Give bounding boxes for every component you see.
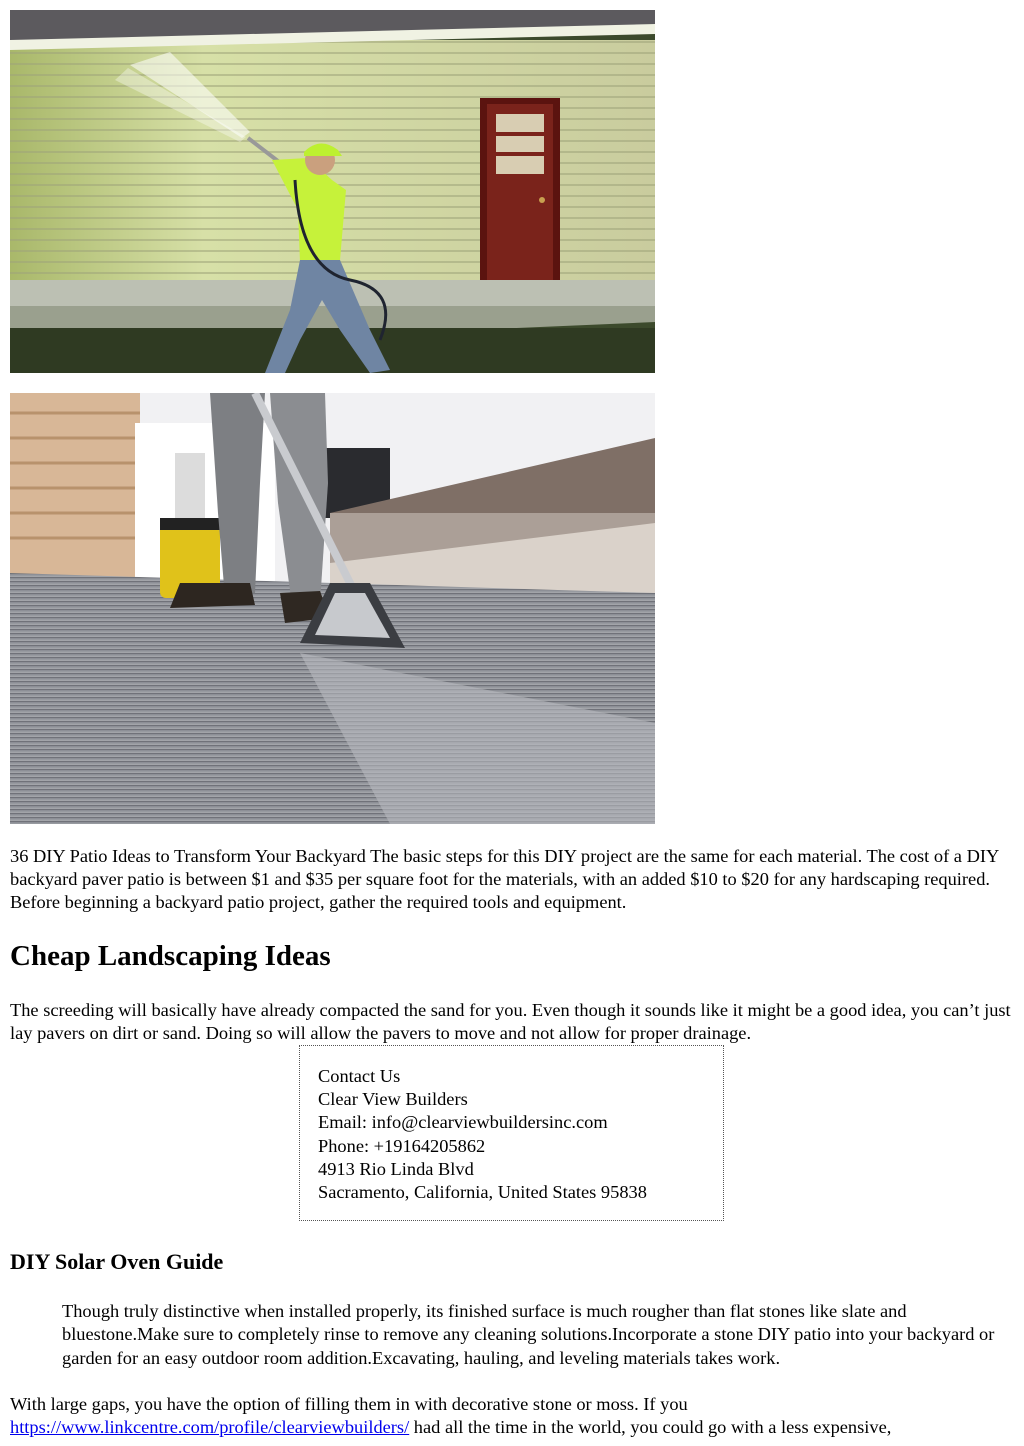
gaps-text-before: With large gaps, you have the option of filling them in with decorative stone or moss. If you <box>10 1394 688 1414</box>
contact-box <box>299 1045 724 1221</box>
carpet-cleaning-icon <box>10 393 655 824</box>
clearviewbuilders-link[interactable]: https://www.linkcentre.com/profile/clearviewbuilders/ <box>10 1417 410 1437</box>
contact-email: Email: info@clearviewbuildersinc.com <box>318 1112 608 1133</box>
contact-address-line1: 4913 Rio Linda Blvd <box>318 1158 474 1179</box>
contact-phone: Phone: +19164205862 <box>318 1135 486 1156</box>
carpet-cleaning-photo <box>10 393 655 824</box>
screeding-paragraph: The screeding will basically have already compacted the sand for you. Even though it sounds like it might be a good idea, you can’t just lay pavers on dirt or sand. Doing so will allow the pavers to move and not allow for proper drainage. <box>10 1000 1011 1043</box>
contact-company: Clear View Builders <box>318 1089 468 1110</box>
intro-paragraph: 36 DIY Patio Ideas to Transform Your Backyard The basic steps for this DIY project are the same for each material. The cost of a DIY backyard paver patio is between $1 and $35 per square foot for the materials, with an added $10 to $20 for any hardscaping required. Before beginning a backyard patio project, gather the required tools and equipment. <box>10 846 999 912</box>
heading-diy-solar-oven: DIY Solar Oven Guide <box>10 1249 224 1274</box>
heading-cheap-landscaping: Cheap Landscaping Ideas <box>10 940 331 972</box>
gaps-paragraph <box>10 1393 1014 1439</box>
pressure-washing-house-photo <box>10 10 655 373</box>
contact-title: Contact Us <box>318 1066 401 1086</box>
solar-oven-blockquote: Though truly distinctive when installed properly, its finished surface is much rougher than flat stones like slate and bluestone.Make sure to completely rinse to remove any cleaning solutions.Incorporate a stone DIY patio into your backyard or garden for an easy outdoor room addition.Excavating, hauling, and leveling materials takes work. <box>62 1301 995 1368</box>
gaps-text-after: had all the time in the world, you could go with a less expensive, <box>409 1417 892 1437</box>
pressure-washing-house-icon <box>10 10 655 373</box>
contact-address-line2: Sacramento, California, United States 95838 <box>318 1182 647 1203</box>
